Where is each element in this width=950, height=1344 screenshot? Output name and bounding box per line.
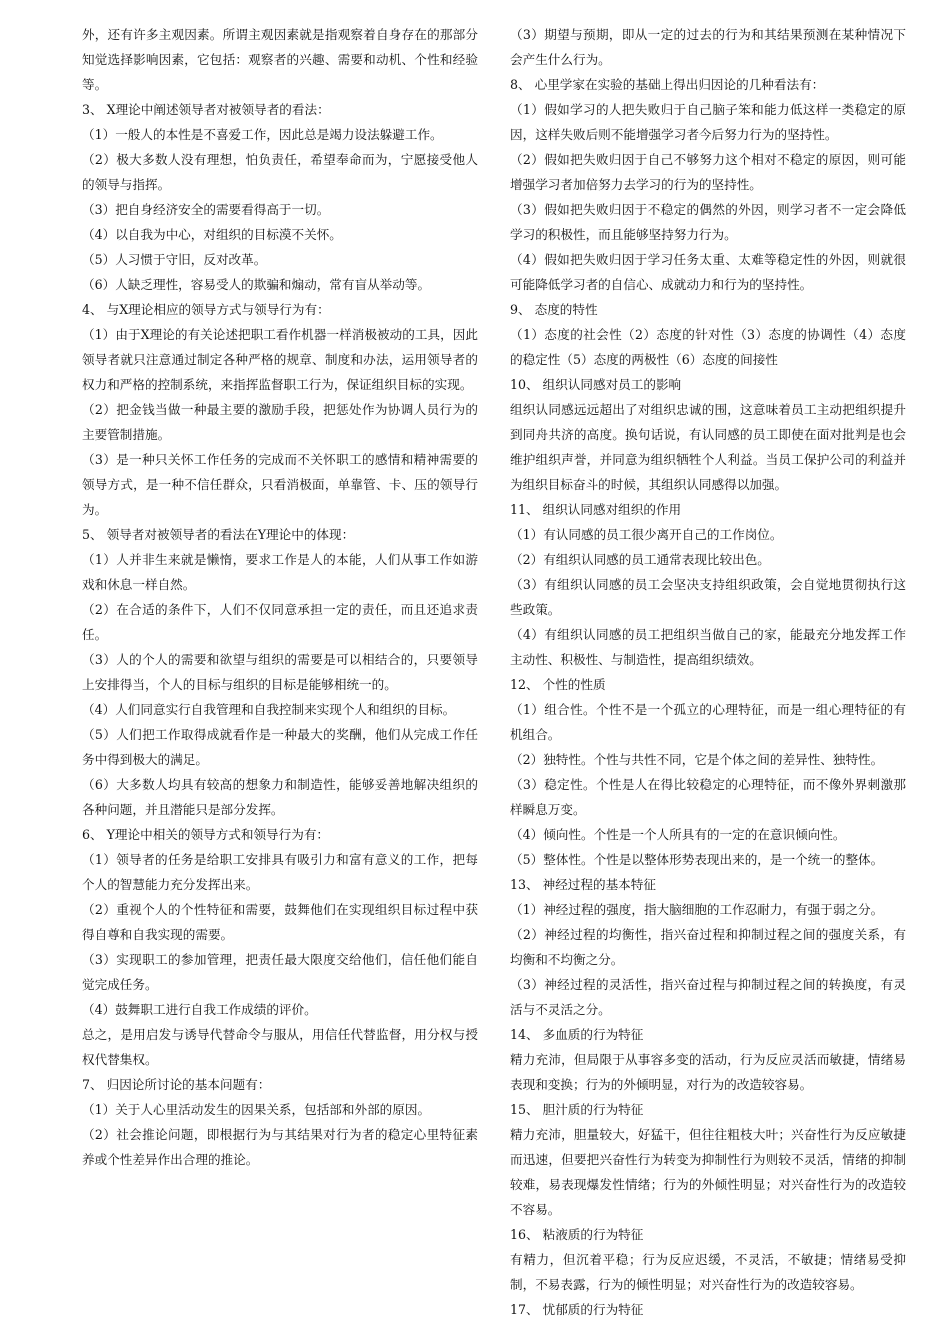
paragraph: （1）人并非生来就是懒惰，要求工作是人的本能，人们从事工作如游戏和休息一样自然。	[82, 552, 478, 592]
section-heading: 12、 个性的性质	[510, 677, 606, 692]
paragraph: （1）一般人的本性是不喜爱工作，因此总是竭力设法躲避工作。	[82, 127, 443, 142]
paragraph: （6）人缺乏理性，容易受人的欺骗和煽动，常有盲从举动等。	[82, 277, 431, 292]
paragraph: （3）有组织认同感的员工会坚决支持组织政策，会自觉地贯彻执行这些政策。	[510, 577, 906, 617]
paragraph: （2）有组织认同感的员工通常表现比较出色。	[510, 552, 770, 567]
paragraph: 精力充沛，胆量较大，好猛干，但往往粗枝大叶；兴奋性行为反应敏捷而迅速，但要把兴奋性行为转变为抑制性行为则较不灵活，情绪的抑制较难，易表现爆发性情绪；行为的外倾性明显；对兴奋性行为的改造较不容易。	[510, 1127, 906, 1217]
paragraph: （4）假如把失败归因于学习任务太重、太难等稳定性的外因，则就很可能降低学习者的自信心、成就动力和行为的坚持性。	[510, 252, 906, 292]
paragraph: （4）有组织认同感的员工把组织当做自己的家，能最充分地发挥工作主动性、积极性、与制造性，提高组织绩效。	[510, 627, 906, 667]
paragraph: （1）神经过程的强度，指大脑细胞的工作忍耐力，有强于弱之分。	[510, 902, 884, 917]
section-heading: 5、 领导者对被领导者的看法在Y理论中的体现：	[82, 527, 355, 542]
paragraph: （4）倾向性。个性是一个人所具有的一定的在意识倾向性。	[510, 827, 846, 842]
paragraph: （5）人习惯于守旧，反对改革。	[82, 252, 267, 267]
left-column	[82, 22, 478, 1344]
paragraph: 总之，是用启发与诱导代替命令与服从，用信任代替监督，用分权与授权代替集权。	[82, 1027, 478, 1067]
paragraph: （2）假如把失败归因于自己不够努力这个相对不稳定的原因，则可能增强学习者加倍努力去学习的行为的坚持性。	[510, 152, 906, 192]
paragraph: （2）重视个人的个性特征和需要，鼓舞他们在实现组织目标过程中获得自尊和自我实现的需要。	[82, 902, 478, 942]
paragraph: 精力充沛，但局限于从事容多变的活动，行为反应灵活而敏捷，情绪易表现和变换；行为的外倾明显，对行为的改造较容易。	[510, 1052, 906, 1092]
paragraph: （1）有认同感的员工很少离开自己的工作岗位。	[510, 527, 783, 542]
section-heading: 11、 组织认同感对组织的作用	[510, 502, 682, 517]
paragraph: （6）大多数人均具有较高的想象力和制造性，能够妥善地解决组织的各种问题，并且潜能只是部分发挥。	[82, 777, 478, 817]
paragraph: （2）社会推论问题，即根据行为与其结果对行为者的稳定心里特征素养或个性差异作出合理的推论。	[82, 1127, 478, 1167]
paragraph: （3）假如把失败归因于不稳定的偶然的外因，则学习者不一定会降低学习的积极性，而且能够坚持努力行为。	[510, 202, 906, 242]
paragraph: （4）鼓舞职工进行自我工作成绩的评价。	[82, 1002, 317, 1017]
section-heading: 16、 粘液质的行为特征	[510, 1227, 644, 1242]
paragraph: （1）组合性。个性不是一个孤立的心理特征，而是一组心理特征的有机组合。	[510, 702, 906, 742]
paragraph: （1）由于X理论的有关论述把职工看作机器一样消极被动的工具，因此领导者就只注意通过制定各种严格的规章、制度和办法，运用领导者的权力和严格的控制系统，来指挥监督职工行为，保证组织目标的实现。	[82, 327, 478, 392]
section-heading: 15、 胆汁质的行为特征	[510, 1102, 644, 1117]
section-heading: 13、 神经过程的基本特征	[510, 877, 656, 892]
paragraph: 外，还有许多主观因素。所谓主观因素就是指观察着自身存在的那部分知觉选择影响因素，它包括：观察者的兴趣、需要和动机、个性和经验等。	[82, 27, 478, 92]
paragraph: （4）人们同意实行自我管理和自我控制来实现个人和组织的目标。	[82, 702, 456, 717]
paragraph: 组织认同感远远超出了对组织忠诚的围，这意味着员工主动把组织提升到同舟共济的高度。换句话说，有认同感的员工即使在面对批判是也会维护组织声誉，并同意为组织牺牲个人利益。当员工保护公司的利益并为组织目标奋斗的时候，其组织认同感得以加强。	[510, 402, 906, 492]
section-heading: 7、 归因论所讨论的基本问题有：	[82, 1077, 271, 1092]
section-heading: 10、 组织认同感对员工的影响	[510, 377, 682, 392]
paragraph: （1）关于人心里活动发生的因果关系，包括部和外部的原因。	[82, 1102, 431, 1117]
paragraph: （1）领导者的任务是给职工安排具有吸引力和富有意义的工作，把每个人的智慧能力充分发挥出来。	[82, 852, 478, 892]
section-heading: 17、 忧郁质的行为特征	[510, 1302, 644, 1317]
paragraph: （3）把自身经济安全的需要看得高于一切。	[82, 202, 330, 217]
section-heading: 14、 多血质的行为特征	[510, 1027, 644, 1042]
section-heading: 4、 与X理论相应的领导方式与领导行为有：	[82, 302, 330, 317]
paragraph: （2）独特性。个性与共性不同，它是个体之间的差异性、独特性。	[510, 752, 884, 767]
paragraph: （2）极大多数人没有理想，怕负责任，希望奉命而为，宁愿接受他人的领导与指挥。	[82, 152, 478, 192]
paragraph: （1）态度的社会性（2）态度的针对性（3）态度的协调性（4）态度的稳定性（5）态度的两极性（6）态度的间接性	[510, 327, 906, 367]
right-column	[510, 22, 906, 1344]
paragraph: （5）整体性。个性是以整体形势表现出来的，是一个统一的整体。	[510, 852, 884, 867]
paragraph: 有精力，但沉着平稳；行为反应迟缓，不灵活，不敏捷；情绪易受抑制，不易表露，行为的倾性明显；对兴奋性行为的改造较容易。	[510, 1252, 906, 1292]
section-heading: 9、 态度的特性	[510, 302, 598, 317]
paragraph: （3）稳定性。个性是人在得比较稳定的心理特征，而不像外界刺激那样瞬息万变。	[510, 777, 906, 817]
paragraph: （2）把金钱当做一种最主要的激励手段，把惩处作为协调人员行为的主要管制措施。	[82, 402, 478, 442]
section-heading: 3、 X理论中阐述领导者对被领导者的看法：	[82, 102, 330, 117]
paragraph: （2）在合适的条件下，人们不仅同意承担一定的责任，而且还追求责任。	[82, 602, 478, 642]
paragraph: （3）实现职工的参加管理，把责任最大限度交给他们，信任他们能自觉完成任务。	[82, 952, 478, 992]
section-heading: 8、 心里学家在实验的基础上得出归因论的几种看法有：	[510, 77, 825, 92]
paragraph: （3）神经过程的灵活性，指兴奋过程与抑制过程之间的转换度，有灵活与不灵活之分。	[510, 977, 906, 1017]
paragraph: （5）人们把工作取得成就看作是一种最大的奖酬，他们从完成工作任务中得到极大的满足。	[82, 727, 478, 767]
paragraph: （3）是一种只关怀工作任务的完成而不关怀职工的感情和精神需要的领导方式，是一种不信任群众，只看消极面，单靠管、卡、压的领导行为。	[82, 452, 478, 517]
paragraph: （2）神经过程的均衡性，指兴奋过程和抑制过程之间的强度关系，有均衡和不均衡之分。	[510, 927, 906, 967]
paragraph: （1）假如学习的人把失败归于自己脑子笨和能力低这样一类稳定的原因，这样失败后则不能增强学习者今后努力行为的坚持性。	[510, 102, 906, 142]
paragraph: （3）人的个人的需要和欲望与组织的需要是可以相结合的，只要领导上安排得当，个人的目标与组织的目标是能够相统一的。	[82, 652, 478, 692]
paragraph: （4）以自我为中心，对组织的目标漠不关怀。	[82, 227, 342, 242]
section-heading: 6、 Y理论中相关的领导方式和领导行为有：	[82, 827, 330, 842]
paragraph: （3）期望与预期，即从一定的过去的行为和其结果预测在某种情况下会产生什么行为。	[510, 27, 906, 67]
